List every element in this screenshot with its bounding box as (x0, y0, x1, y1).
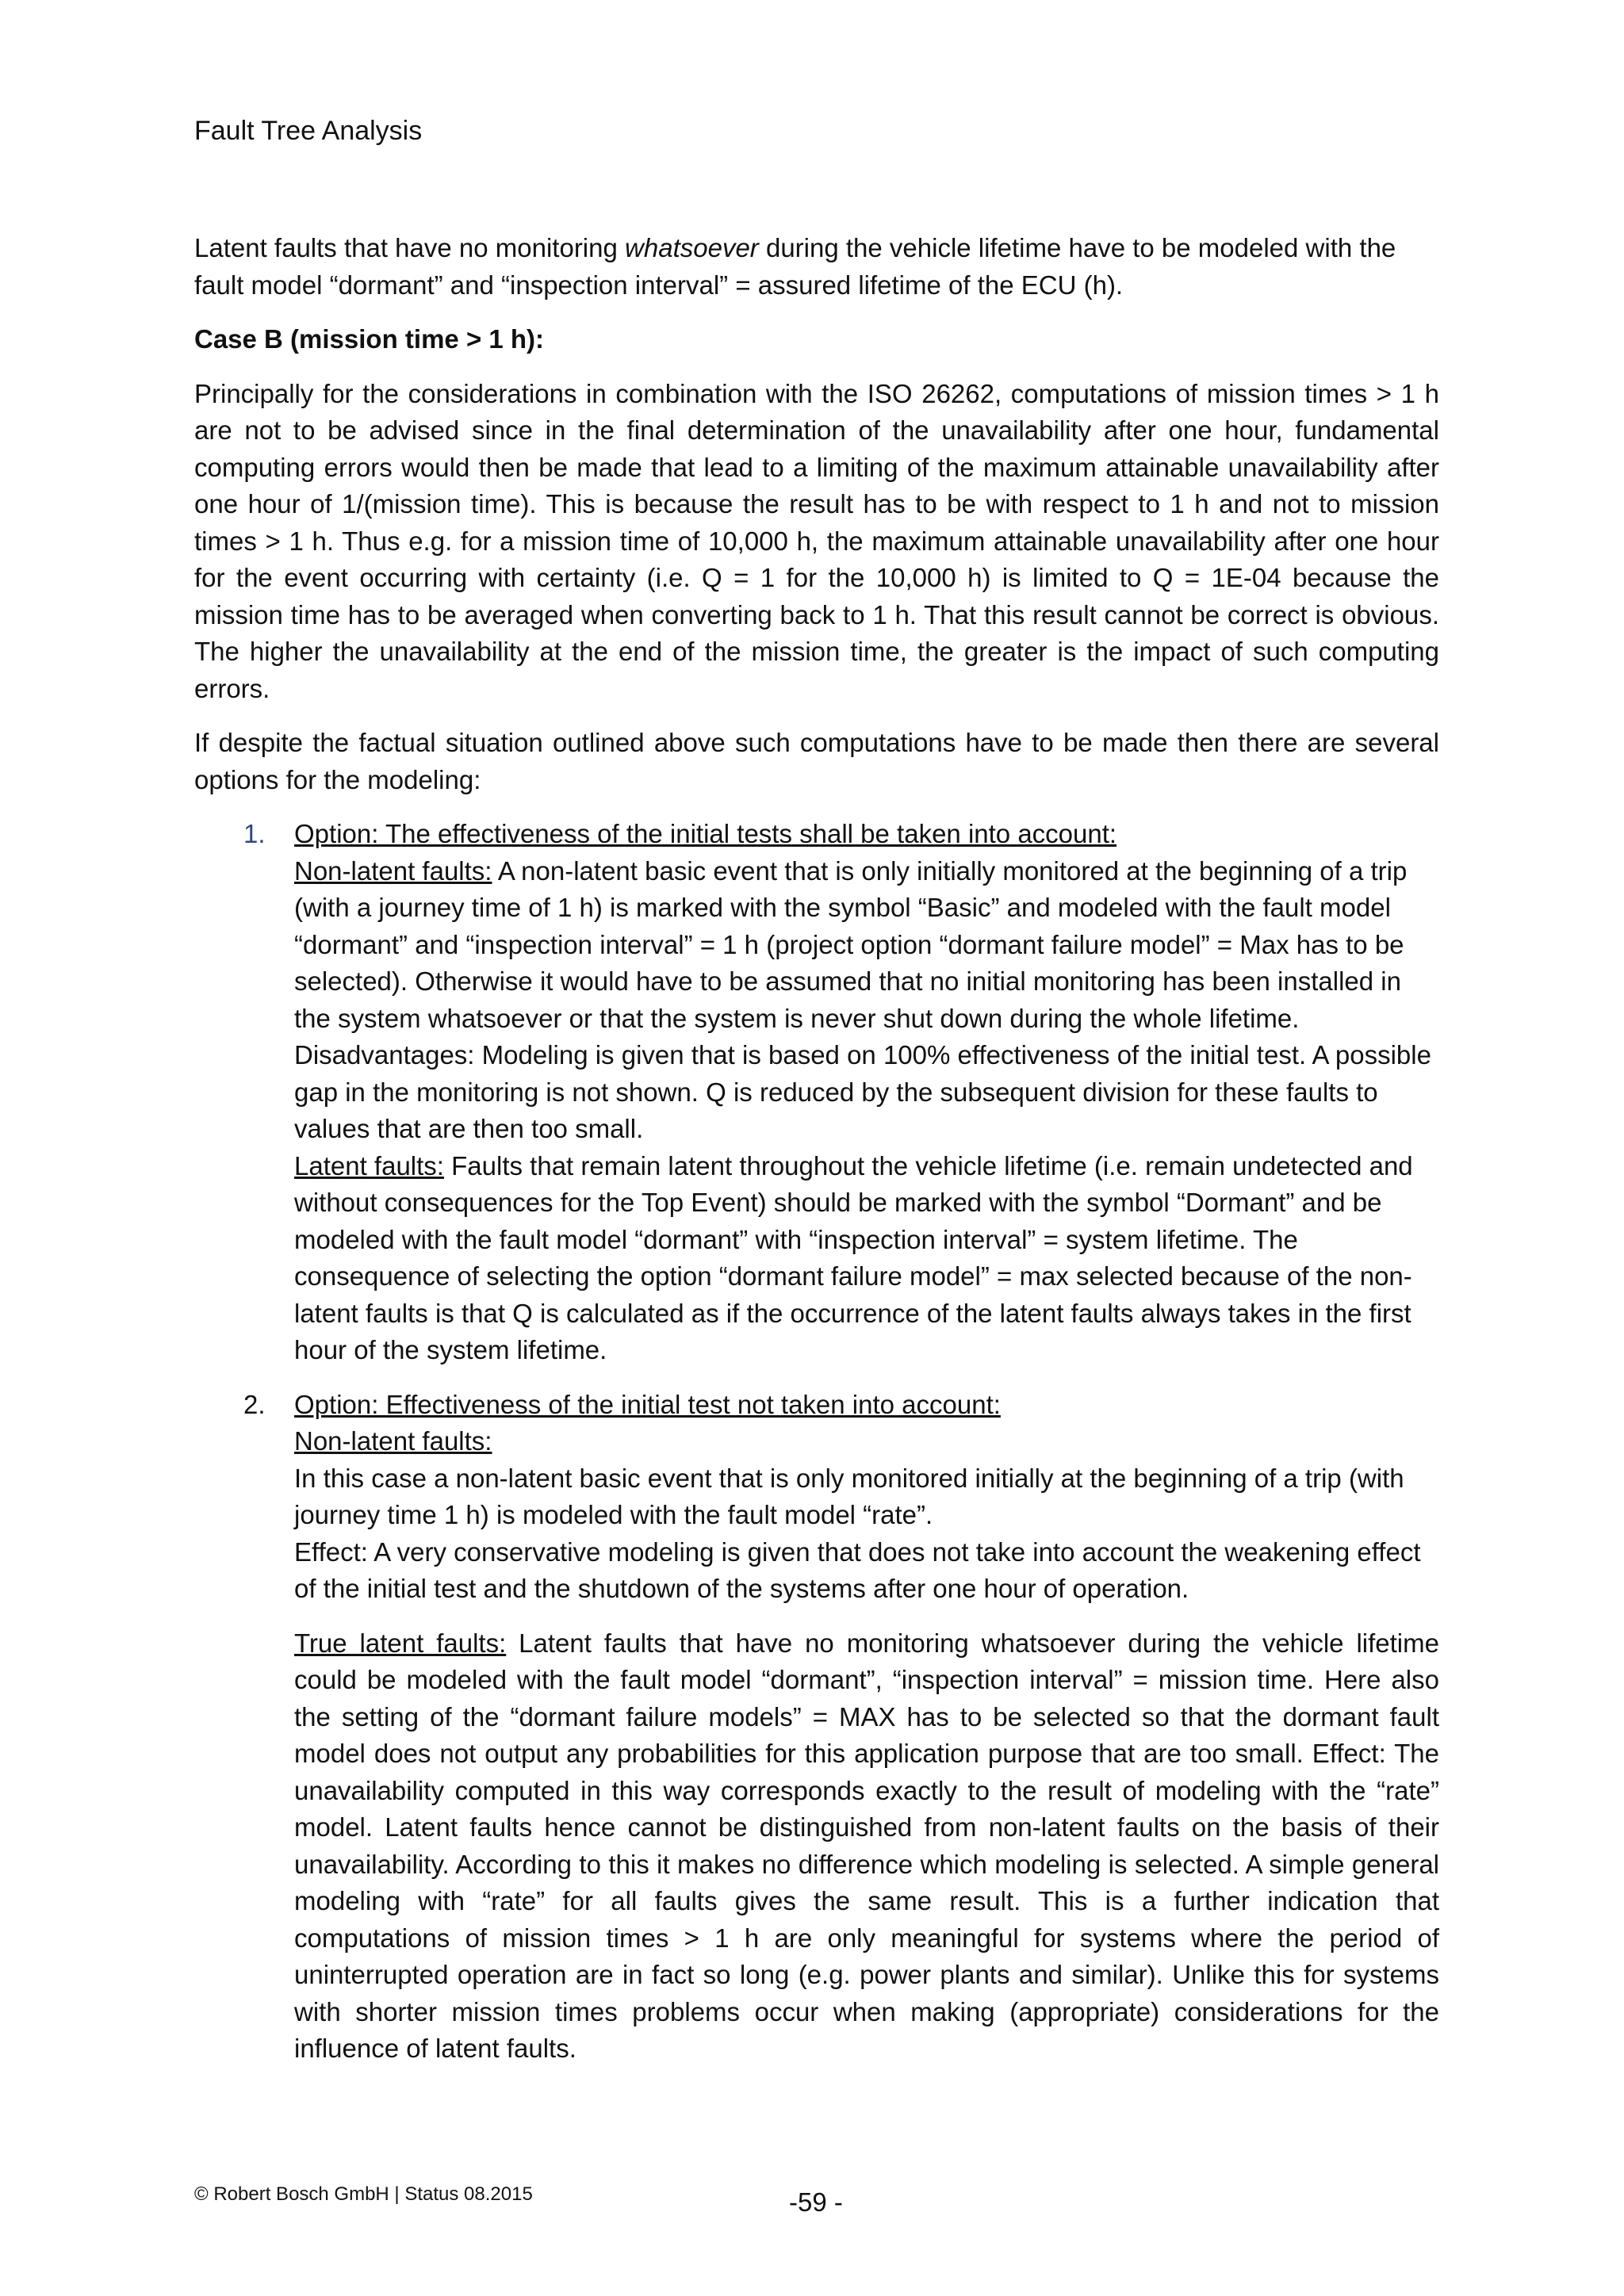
option-2-nonlatent-text: In this case a non-latent basic event that is only monitored initially at the beginning of a trip (with journey time 1 h) is modeled with the fault model “rate”. (294, 1463, 1404, 1529)
intro-paragraph: Latent faults that have no monitoring whatsoever during the vehicle lifetime have to be modeled with the fault model “dormant” and “inspection interval” = assured lifetime of the ECU (h). (194, 233, 1396, 300)
true-latent-label: True latent faults: (294, 1628, 507, 1658)
option-2-nonlatent-label: Non-latent faults: (294, 1426, 492, 1456)
page-content (194, 230, 1439, 2085)
emphasis-whatsoever: whatsoever (625, 233, 759, 262)
option-1-latent-label: Latent faults: (294, 1150, 444, 1181)
option-2-number: 2. (243, 1389, 266, 1419)
option-1-nonlatent: Non-latent faults: A non-latent basic event that is only initially monitored at the beginning of a trip (with a journey time of 1 h) is marked with the symbol “Basic” and modeled with the fault model “dormant” and “inspection interval” = 1 h (project option “dormant failure model” = Max has to be selected). Otherwise it would have to be assumed that no initial monitoring has been installed in the system whatsoever or that the system is never shut down during the whole lifetime. (294, 855, 1408, 1033)
footer-copyright: © Robert Bosch GmbH | Status 08.2015 (194, 2183, 533, 2205)
options-list (194, 816, 1439, 1608)
case-b-paragraph-2: If despite the factual situation outlined above such computations have to be made then there are several options for the modeling: (194, 728, 1439, 794)
option-1-number: 1. (243, 819, 266, 848)
option-2-effect: Effect: A very conservative modeling is given that does not take into account the weakening effect of the initial test and the shutdown of the systems after one hour of operation. (294, 1536, 1421, 1603)
case-b-paragraph-1: Principally for the considerations in combination with the ISO 26262, computations of mission times > 1 h are not to be advised since in the final determination of the unavailability after one hour, fundamental computing errors would then be made that lead to a limiting of the maximum attainable unavailability after one hour of 1/(mission time). This is because the result has to be with respect to 1 h and not to mission times > 1 h. Thus e.g. for a mission time of 10,000 h, the maximum attainable unavailability after one hour for the event occurring with certainty (i.e. Q = 1 for the 10,000 h) is limited to Q = 1E-04 because the mission time has to be averaged when converting back to 1 h. That this result cannot be correct is obvious. The higher the unavailability at the end of the mission time, the greater is the impact of such computing errors. (194, 378, 1439, 703)
true-latent-paragraph: True latent faults: Latent faults that have no monitoring whatsoever during the vehicle lifetime could be modeled with the fault model “dormant”, “inspection interval” = mission time. Here also the setting of the “dormant failure models” = MAX has to be selected so that the dormant fault model does not output any probabilities for this application purpose that are too small. Effect: The unavailability computed in this way corresponds exactly to the result of modeling with the “rate” model. Latent faults hence cannot be distinguished from non-latent faults on the basis of their unavailability. According to this it makes no difference which modeling is selected. A simple general modeling with “rate” for all faults gives the same result. This is a further indication that computations of mission times > 1 h are only meaningful for systems where the period of uninterrupted operation are in fact so long (e.g. power plants and similar). Unlike this for systems with shorter mission times problems occur when making (appropriate) considerations for the influence of latent faults. (294, 1628, 1439, 2063)
option-1-title: Option: The effectiveness of the initial tests shall be taken into account: (294, 819, 1117, 848)
option-1-nonlatent-label: Non-latent faults: (294, 855, 492, 886)
option-1-latent: Latent faults: Faults that remain latent throughout the vehicle lifetime (i.e. remain undetected and without consequences for the Top Event) should be marked with the symbol “Dormant” and be modeled with the fault model “dormant” with “inspection interval” = system lifetime. The consequence of selecting the option “dormant failure model” = max selected because of the non-latent faults is that Q is calculated as if the occurrence of the latent faults always takes in the first hour of the system lifetime. (294, 1150, 1413, 1364)
page-number: -59 - (789, 2187, 843, 2217)
option-2 (194, 1387, 1439, 1608)
running-header: Fault Tree Analysis (194, 116, 423, 146)
option-2-title: Option: Effectiveness of the initial test not taken into account: (294, 1389, 1001, 1419)
case-b-heading: Case B (mission time > 1 h): (194, 324, 545, 354)
option-1 (194, 816, 1439, 1369)
option-1-disadvantages: Disadvantages: Modeling is given that is based on 100% effectiveness of the initial test. A possible gap in the monitoring is not shown. Q is reduced by the subsequent division for these faults to values that are then too small. (294, 1040, 1431, 1143)
